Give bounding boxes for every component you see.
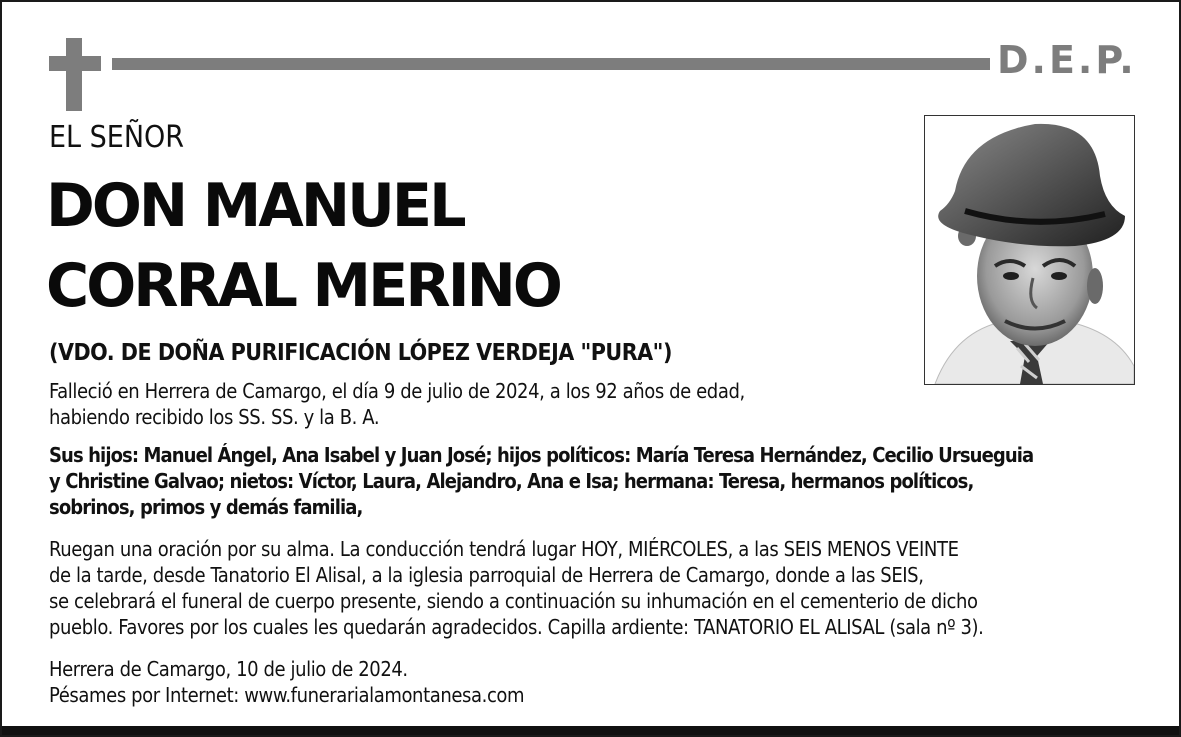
death-notice-line: Falleció en Herrera de Camargo, el día 9 de julio de 2024, a los 92 años de edad, [49,379,745,403]
family-list [49,442,1033,520]
family-line: y Christine Galvao; nietos: Víctor, Laura, Alejandro, Ana e Isa; hermana: Teresa, hermanos políticos, [49,469,974,493]
portrait-photo [924,115,1135,385]
salutation: EL SEÑOR [49,120,185,155]
place-date: Herrera de Camargo, 10 de julio de 2024. [49,657,408,681]
family-line: Sus hijos: Manuel Ángel, Ana Isabel y Juan José; hijos políticos: María Teresa Hernández, Cecilio Ursueguia [49,443,1034,467]
condolences-line: Pésames por Internet: www.funerarialamontanesa.com [49,683,525,707]
ceremony-line: de la tarde, desde Tanatorio El Alisal, a la iglesia parroquial de Herrera de Camargo, donde a las SEIS, [49,563,924,587]
cross-icon [49,38,101,111]
footer [49,656,524,708]
header-rule [112,58,990,70]
family-line: sobrinos, primos y demás familia, [49,495,363,519]
death-notice [49,378,745,430]
widower-line: (VDO. DE DOÑA PURIFICACIÓN LÓPEZ VERDEJA "PURA") [49,340,672,366]
death-notice-line: habiendo recibido los SS. SS. y la B. A. [49,405,380,429]
deceased-name-line-2: CORRAL MERINO [46,251,560,321]
bottom-border [2,726,1179,735]
ceremony-details [49,536,984,640]
ceremony-line: Ruegan una oración por su alma. La conducción tendrá lugar HOY, MIÉRCOLES, a las SEIS MENOS VEINTE [49,537,959,561]
ceremony-line: se celebrará el funeral de cuerpo presente, siendo a continuación su inhumación en el cementerio de dicho [49,589,978,613]
ceremony-line: pueblo. Favores por los cuales les quedarán agradecidos. Capilla ardiente: TANATORIO EL ALISAL (sala nº 3). [49,615,984,639]
deceased-name [46,166,560,326]
deceased-name-line-1: DON MANUEL [46,171,464,241]
dep-mark: D.E.P. [997,38,1137,82]
